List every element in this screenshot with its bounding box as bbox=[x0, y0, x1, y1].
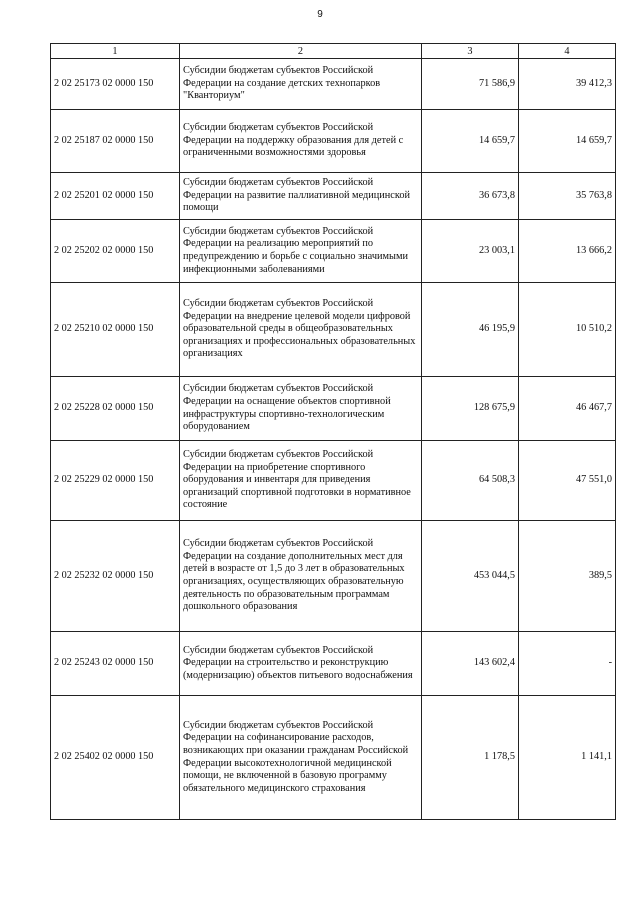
budget-code: 2 02 25229 02 0000 150 bbox=[51, 441, 180, 521]
table-row bbox=[51, 696, 616, 820]
table-row bbox=[51, 632, 616, 696]
subsidy-description: Субсидии бюджетам субъектов Российской Федерации на создание дополнительных мест для детей в возрасте от 1,5 до 3 лет в образовательных организациях, осуществляющих образовательную деятельность по образовательным программам дошкольного образования bbox=[180, 521, 422, 632]
subsidy-description: Субсидии бюджетам субъектов Российской Федерации на софинансирование расходов, возникающих при оказании гражданам Российской Федерации высокотехнологичной медицинской помощи, не включенной в базовую программу обязательного медицинского страхования bbox=[180, 696, 422, 820]
amount-col-4: 10 510,2 bbox=[519, 283, 616, 377]
table-row bbox=[51, 441, 616, 521]
table-row bbox=[51, 220, 616, 283]
header-col-3: 3 bbox=[422, 44, 519, 59]
amount-col-3: 1 178,5 bbox=[422, 696, 519, 820]
subsidy-description: Субсидии бюджетам субъектов Российской Федерации на строительство и реконструкцию (модернизацию) объектов питьевого водоснабжения bbox=[180, 632, 422, 696]
amount-col-4: 35 763,8 bbox=[519, 173, 616, 220]
subsidy-description: Субсидии бюджетам субъектов Российской Федерации на оснащение объектов спортивной инфраструктуры спортивно-технологическим оборудованием bbox=[180, 377, 422, 441]
budget-code: 2 02 25228 02 0000 150 bbox=[51, 377, 180, 441]
subsidy-description: Субсидии бюджетам субъектов Российской Федерации на создание детских технопарков "Кванториум" bbox=[180, 59, 422, 110]
page-number: 9 bbox=[317, 9, 323, 20]
subsidy-description: Субсидии бюджетам субъектов Российской Федерации на развитие паллиативной медицинской помощи bbox=[180, 173, 422, 220]
amount-col-3: 64 508,3 bbox=[422, 441, 519, 521]
table-header-row bbox=[51, 44, 616, 59]
header-col-2: 2 bbox=[180, 44, 422, 59]
budget-table bbox=[50, 43, 616, 820]
header-col-4: 4 bbox=[519, 44, 616, 59]
amount-col-3: 453 044,5 bbox=[422, 521, 519, 632]
amount-col-4: 389,5 bbox=[519, 521, 616, 632]
budget-code: 2 02 25202 02 0000 150 bbox=[51, 220, 180, 283]
budget-code: 2 02 25201 02 0000 150 bbox=[51, 173, 180, 220]
amount-col-3: 71 586,9 bbox=[422, 59, 519, 110]
header-col-1: 1 bbox=[51, 44, 180, 59]
subsidy-description: Субсидии бюджетам субъектов Российской Федерации на реализацию мероприятий по предупреждению и борьбе с социально значимыми инфекционными заболеваниями bbox=[180, 220, 422, 283]
subsidy-description: Субсидии бюджетам субъектов Российской Федерации на внедрение целевой модели цифровой образовательной среды в общеобразовательных организациях и профессиональных образовательных организациях bbox=[180, 283, 422, 377]
table-row bbox=[51, 59, 616, 110]
amount-col-4: 13 666,2 bbox=[519, 220, 616, 283]
amount-col-4: 14 659,7 bbox=[519, 110, 616, 173]
amount-col-4: 39 412,3 bbox=[519, 59, 616, 110]
table-row bbox=[51, 521, 616, 632]
amount-col-4: 46 467,7 bbox=[519, 377, 616, 441]
amount-col-4: - bbox=[519, 632, 616, 696]
budget-code: 2 02 25210 02 0000 150 bbox=[51, 283, 180, 377]
subsidy-description: Субсидии бюджетам субъектов Российской Федерации на поддержку образования для детей с ограниченными возможностями здоровья bbox=[180, 110, 422, 173]
amount-col-3: 14 659,7 bbox=[422, 110, 519, 173]
budget-code: 2 02 25243 02 0000 150 bbox=[51, 632, 180, 696]
budget-code: 2 02 25173 02 0000 150 bbox=[51, 59, 180, 110]
budget-code: 2 02 25232 02 0000 150 bbox=[51, 521, 180, 632]
subsidy-description: Субсидии бюджетам субъектов Российской Федерации на приобретение спортивного оборудования и инвентаря для приведения организаций спортивной подготовки в нормативное состояние bbox=[180, 441, 422, 521]
amount-col-3: 143 602,4 bbox=[422, 632, 519, 696]
amount-col-4: 1 141,1 bbox=[519, 696, 616, 820]
table-row bbox=[51, 377, 616, 441]
amount-col-4: 47 551,0 bbox=[519, 441, 616, 521]
table-row bbox=[51, 283, 616, 377]
budget-code: 2 02 25402 02 0000 150 bbox=[51, 696, 180, 820]
amount-col-3: 128 675,9 bbox=[422, 377, 519, 441]
amount-col-3: 23 003,1 bbox=[422, 220, 519, 283]
budget-code: 2 02 25187 02 0000 150 bbox=[51, 110, 180, 173]
table-row bbox=[51, 110, 616, 173]
amount-col-3: 36 673,8 bbox=[422, 173, 519, 220]
table-row bbox=[51, 173, 616, 220]
amount-col-3: 46 195,9 bbox=[422, 283, 519, 377]
